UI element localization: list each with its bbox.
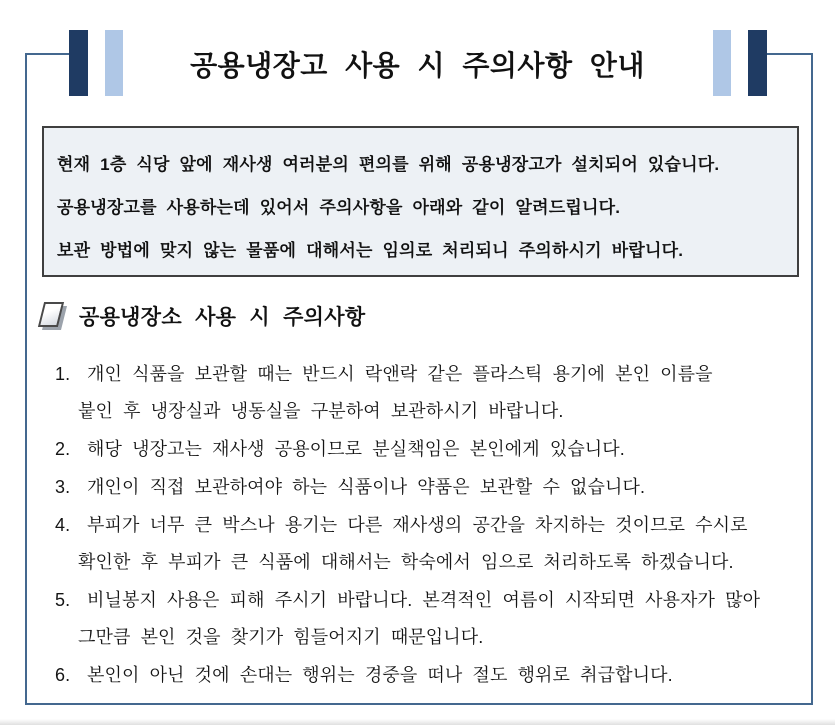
intro-line: 현재 1층 식당 앞에 재사생 여러분의 편의를 위해 공용냉장고가 설치되어 있습니다. — [57, 155, 720, 174]
notice-number: 4. — [55, 515, 71, 535]
notice-line — [55, 507, 817, 544]
page-edge-shadow — [0, 719, 835, 725]
notice-item — [55, 431, 817, 468]
notice-text: 붙인 후 냉장실과 냉동실을 구분하여 보관하시기 바랍니다. — [78, 401, 564, 421]
notice-item — [55, 657, 817, 694]
page-title: 공용냉장고 사용 시 주의사항 안내 — [190, 50, 645, 81]
notice-number: 3. — [55, 477, 71, 497]
notice-text: 본인이 아닌 것에 손대는 행위는 경중을 떠나 절도 행위로 취급합니다. — [87, 665, 673, 685]
notice-line — [55, 393, 817, 430]
intro-line: 공용냉장고를 사용하는데 있어서 주의사항을 아래와 같이 알려드립니다. — [57, 198, 621, 217]
section-heading — [38, 301, 365, 331]
notice-line — [55, 431, 817, 468]
notice-text: 개인이 직접 보관하여야 하는 식품이나 약품은 보관할 수 없습니다. — [87, 477, 646, 497]
notice-text: 개인 식품을 보관할 때는 반드시 락앤락 같은 플라스틱 용기에 본인 이름을 — [87, 364, 713, 384]
section-title: 공용냉장소 사용 시 주의사항 — [79, 306, 366, 329]
notice-number: 1. — [55, 364, 71, 384]
notice-item — [55, 582, 817, 656]
notice-text: 확인한 후 부피가 큰 식품에 대해서는 학숙에서 임으로 처리하도록 하겠습니다. — [78, 552, 734, 572]
notice-item — [55, 356, 817, 430]
notice-number: 6. — [55, 665, 71, 685]
intro-line: 보관 방법에 맞지 않는 물품에 대해서는 임의로 처리되니 주의하시기 바랍니다. — [57, 241, 684, 260]
notice-line — [55, 544, 817, 581]
notice-line — [55, 619, 817, 656]
notice-line — [55, 582, 817, 619]
notice-text: 부피가 너무 큰 박스나 용기는 다른 재사생의 공간을 차지하는 것이므로 수시로 — [87, 515, 748, 535]
notice-item — [55, 469, 817, 506]
intro-box — [42, 126, 799, 277]
notice-line — [55, 356, 817, 393]
notice-text: 비닐봉지 사용은 피해 주시기 바랍니다. 본격적인 여름이 시작되면 사용자가 많아 — [87, 590, 761, 610]
notice-line — [55, 657, 817, 694]
note-icon — [38, 301, 66, 331]
notice-text: 해당 냉장고는 재사생 공용이므로 분실책임은 본인에게 있습니다. — [87, 439, 625, 459]
notice-line — [55, 469, 817, 506]
notice-text: 그만큼 본인 것을 찾기가 힘들어지기 때문입니다. — [78, 627, 484, 647]
notice-number: 5. — [55, 590, 71, 610]
notice-list — [55, 356, 817, 695]
notice-item — [55, 507, 817, 581]
notice-number: 2. — [55, 439, 71, 459]
